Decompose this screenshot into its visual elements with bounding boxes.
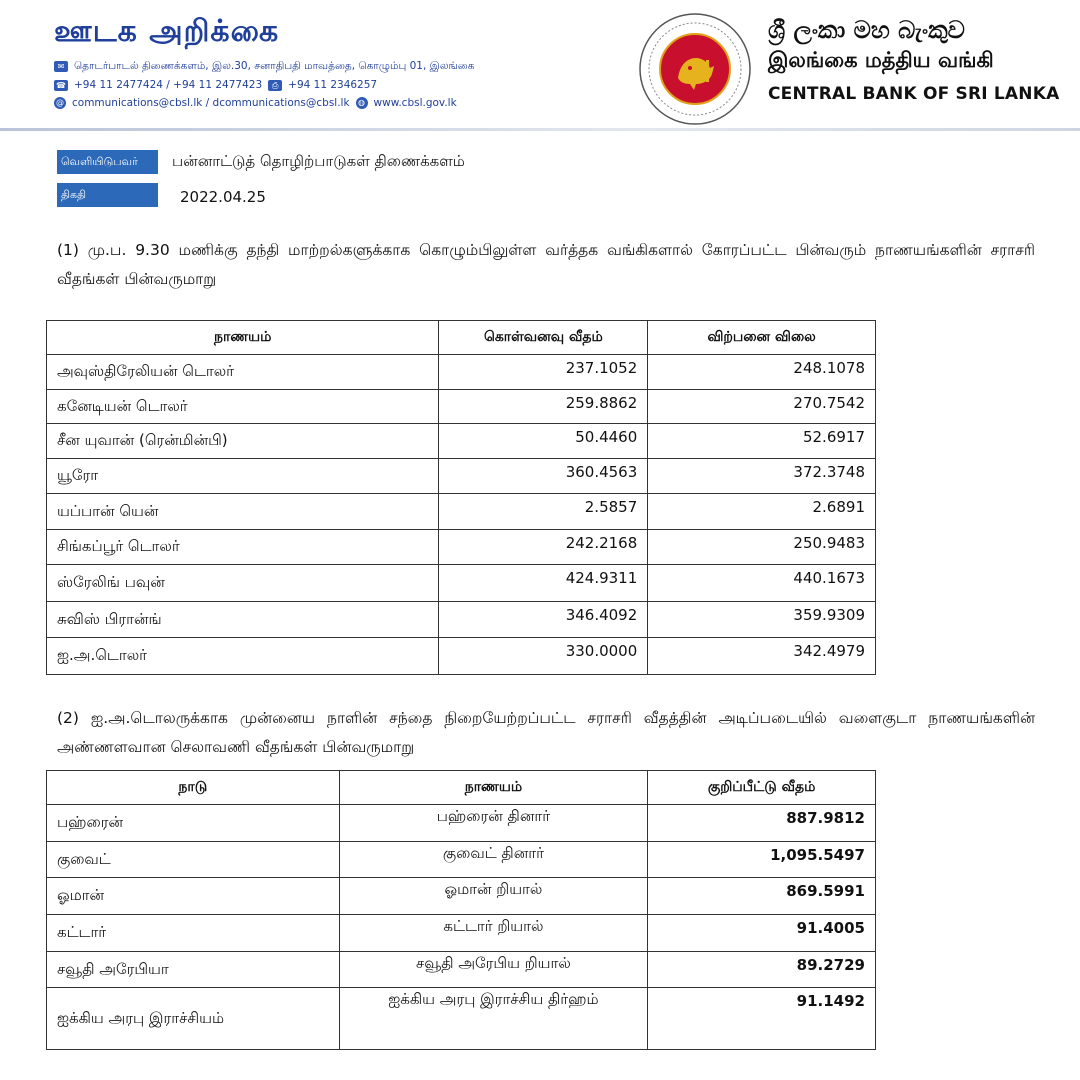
indicative-rate: 887.9812 [648, 805, 876, 842]
currency-name: யூரோ [47, 459, 439, 494]
table-row [47, 638, 876, 675]
selling-rate: 250.9483 [648, 530, 876, 565]
table-header-row [47, 321, 876, 355]
column-header: நாணயம் [47, 321, 439, 355]
fax-icon: ⎙ [268, 80, 282, 91]
table-row [47, 915, 876, 952]
fax-text: +94 11 2346257 [288, 79, 378, 91]
bank-names [768, 16, 1059, 104]
currency-name: சுவிஸ் பிரான்ங் [47, 602, 439, 638]
bank-name-english: CENTRAL BANK OF SRI LANKA [768, 84, 1060, 104]
phone-icon: ☎ [54, 80, 68, 91]
issuer-value: பன்னாட்டுத் தொழிற்பாடுகள் திணைக்களம் [172, 152, 465, 170]
column-header: நாடு [47, 771, 340, 805]
header-divider [0, 128, 1080, 131]
currency-name: ஸ்ரேலிங் பவுன் [47, 565, 439, 602]
table-row [47, 424, 876, 459]
date-label: திகதி [57, 183, 158, 207]
country-name: ஓமான் [47, 878, 340, 915]
table-row [47, 988, 876, 1050]
currency-name: கட்டார் றியால் [339, 915, 648, 952]
selling-rate: 359.9309 [648, 602, 876, 638]
mail-icon: ✉ [54, 61, 68, 72]
column-header: குறிப்பீட்டு வீதம் [648, 771, 876, 805]
email-line [54, 97, 457, 109]
table-row [47, 805, 876, 842]
section2-intro: (2) ஐ.அ.டொலருக்காக முன்னைய நாளின் சந்தை நிறையேற்றப்பட்ட சராசரி வீதத்தின் அடிப்படையில் வளைகுடா நாணயங்களின் அண்ணளவான செலாவணி வீதங்கள் பின்வருமாறு [57, 709, 1035, 756]
media-release-title: ஊடக அறிக்கை [54, 14, 280, 49]
currency-name: ஐ.அ.டொலர் [47, 638, 439, 675]
selling-rate: 248.1078 [648, 355, 876, 390]
country-name: சவூதி அரேபியா [47, 952, 340, 988]
table-row [47, 530, 876, 565]
table-row [47, 494, 876, 530]
buying-rate: 50.4460 [439, 424, 648, 459]
currency-name: சவூதி அரேபிய றியால் [339, 952, 648, 988]
indicative-rate: 89.2729 [648, 952, 876, 988]
column-header: நாணயம் [339, 771, 648, 805]
buying-rate: 424.9311 [439, 565, 648, 602]
table-row [47, 842, 876, 878]
selling-rate: 440.1673 [648, 565, 876, 602]
bank-name-sinhala: ශ්‍රී ලංකා මහ බැංකුව [768, 16, 965, 44]
table-row [47, 390, 876, 424]
lion-seal-icon [638, 12, 752, 126]
table-row [47, 602, 876, 638]
country-name: கட்டார் [47, 915, 340, 952]
table-row [47, 355, 876, 390]
table-row [47, 952, 876, 988]
phone-line [54, 79, 377, 91]
email-text[interactable]: communications@cbsl.lk / dcommunications@cbsl.lk [72, 97, 350, 109]
currency-name: கனேடியன் டொலர் [47, 390, 439, 424]
section1-intro: (1) மு.ப. 9.30 மணிக்கு தந்தி மாற்றல்களுக்காக கொழும்பிலுள்ள வர்த்தக வங்கிகளால் கோரப்பட்ட பின்வரும் நாணயங்களின் சராசரி வீதங்கள் பின்வருமாறு [57, 241, 1035, 288]
selling-rate: 372.3748 [648, 459, 876, 494]
currency-name: பஹ்ரைன் தினார் [339, 805, 648, 842]
currency-name: ஓமான் றியால் [339, 878, 648, 915]
table-header-row [47, 771, 876, 805]
currency-name: குவைட் தினார் [339, 842, 648, 878]
address-line [54, 60, 474, 73]
bank-name-tamil: இலங்கை மத்திய வங்கி [768, 48, 994, 72]
buying-rate: 237.1052 [439, 355, 648, 390]
address-text: தொடர்பாடல் திணைக்களம், இல.30, சனாதிபதி மாவத்தை, கொழும்பு 01, இலங்கை [74, 60, 475, 72]
phone-text: +94 11 2477424 / +94 11 2477423 [74, 79, 263, 91]
currency-name: அவுஸ்திரேலியன் டொலர் [47, 355, 439, 390]
at-icon: @ [56, 98, 64, 107]
table-row [47, 878, 876, 915]
gulf-rates-table [46, 770, 876, 1050]
selling-rate: 342.4979 [648, 638, 876, 675]
exchange-rates-table [46, 320, 876, 675]
website-link[interactable]: www.cbsl.gov.lk [373, 97, 457, 109]
currency-name: ஐக்கிய அரபு இராச்சிய திர்ஹம் [339, 988, 648, 1050]
currency-name: சீன யுவான் (ரென்மின்பி) [47, 424, 439, 459]
globe-icon: ◍ [356, 97, 368, 109]
buying-rate: 242.2168 [439, 530, 648, 565]
indicative-rate: 91.1492 [648, 988, 876, 1050]
indicative-rate: 91.4005 [648, 915, 876, 952]
column-header: கொள்வனவு வீதம் [439, 321, 648, 355]
buying-rate: 259.8862 [439, 390, 648, 424]
issuer-label: வெளியிடுபவர் [57, 150, 158, 174]
letterhead [0, 0, 1080, 134]
selling-rate: 2.6891 [648, 494, 876, 530]
country-name: ஐக்கிய அரபு இராச்சியம் [47, 988, 340, 1050]
currency-name: யப்பான் யென் [47, 494, 439, 530]
country-name: குவைட் [47, 842, 340, 878]
column-header: விற்பனை விலை [648, 321, 876, 355]
date-value: 2022.04.25 [180, 188, 266, 206]
buying-rate: 360.4563 [439, 459, 648, 494]
table-row [47, 565, 876, 602]
currency-name: சிங்கப்பூர் டொலர் [47, 530, 439, 565]
selling-rate: 270.7542 [648, 390, 876, 424]
indicative-rate: 869.5991 [648, 878, 876, 915]
buying-rate: 2.5857 [439, 494, 648, 530]
table-row [47, 459, 876, 494]
indicative-rate: 1,095.5497 [648, 842, 876, 878]
country-name: பஹ்ரைன் [47, 805, 340, 842]
selling-rate: 52.6917 [648, 424, 876, 459]
buying-rate: 330.0000 [439, 638, 648, 675]
buying-rate: 346.4092 [439, 602, 648, 638]
